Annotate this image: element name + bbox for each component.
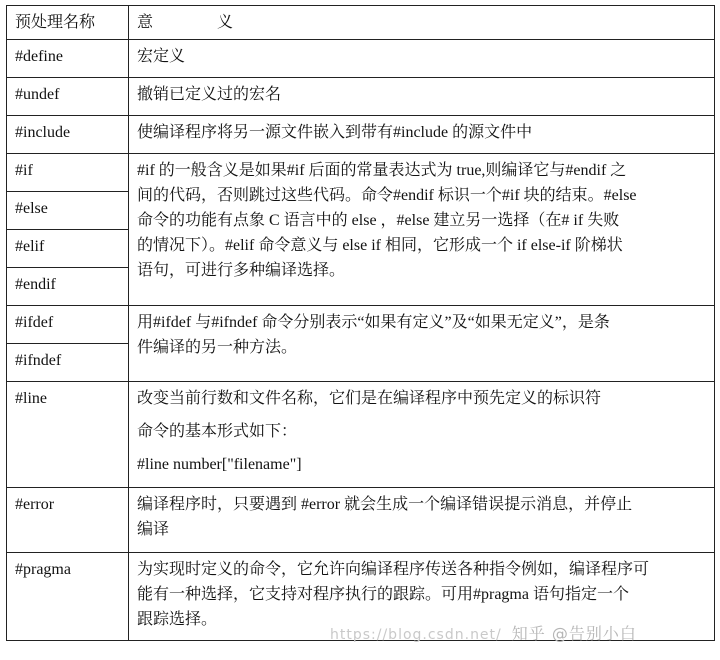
directive-name: #endif [7, 268, 129, 306]
directive-meaning [129, 488, 715, 553]
directive-meaning [129, 154, 715, 306]
meaning-line: 为实现时定义的命令，它允许向编译程序传送各种指令例如，编译程序可 [137, 561, 650, 578]
table-row [7, 382, 715, 488]
table-row [7, 306, 715, 344]
directive-name: #define [7, 40, 129, 78]
directive-meaning [129, 78, 715, 116]
directive-name: #error [7, 488, 129, 553]
meaning-line: 件编译的另一种方法。 [137, 339, 298, 356]
table-row [7, 488, 715, 553]
directive-meaning [129, 306, 715, 382]
meaning-line: 编译程序时，只要遇到 #error 就会生成一个编译错误提示消息，并停止 [137, 496, 633, 513]
directive-name: #ifndef [7, 344, 129, 382]
meaning-line: 宏定义 [137, 48, 186, 65]
directive-meaning [129, 382, 715, 488]
meaning-line: #line number["filename"] [137, 456, 302, 473]
watermark-url: https://blog.csdn.net/ [330, 627, 502, 643]
directive-meaning [129, 116, 715, 154]
meaning-line: 改变当前行数和文件名称，它们是在编译程序中预先定义的标识符 [137, 390, 602, 407]
directive-name: #line [7, 382, 129, 488]
meaning-line: 语句，可进行多种编译选择。 [137, 262, 346, 279]
directive-name: #else [7, 192, 129, 230]
meaning-line: 能有一种选择，它支持对程序执行的跟踪。可用#pragma 语句指定一个 [137, 586, 629, 603]
header-name: 预处理名称 [7, 6, 129, 40]
directive-name: #ifdef [7, 306, 129, 344]
directive-meaning [129, 40, 715, 78]
directive-name: #if [7, 154, 129, 192]
table-header-row [7, 6, 715, 40]
meaning-line: 间的代码，否则跳过这些代码。命令#endif 标识一个#if 块的结束。#else [137, 187, 637, 204]
meaning-line: 跟踪选择。 [137, 611, 218, 628]
meaning-line: 命令的基本形式如下： [137, 423, 298, 440]
table-row [7, 116, 715, 154]
meaning-line: 编译 [137, 521, 170, 538]
watermark [330, 621, 637, 644]
meaning-line: 的情况下）。#elif 命令意义与 else if 相同，它形成一个 if else-if 阶梯状 [137, 237, 623, 254]
meaning-line: 撤销已定义过的宏名 [137, 86, 282, 103]
watermark-label: 知乎 @告别小白 [511, 624, 637, 643]
meaning-line: 命令的功能有点象 C 语言中的 else ，#else 建立另一选择（在# if 失败 [137, 212, 620, 229]
table-row [7, 78, 715, 116]
directive-name: #elif [7, 230, 129, 268]
directive-name: #pragma [7, 553, 129, 641]
directive-name: #undef [7, 78, 129, 116]
directive-name: #include [7, 116, 129, 154]
meaning-line: 用#ifdef 与#ifndef 命令分别表示“如果有定义”及“如果无定义”，是条 [137, 314, 610, 331]
table-row [7, 40, 715, 78]
table-row [7, 154, 715, 192]
header-meaning: 意 义 [129, 6, 715, 40]
meaning-line: #if 的一般含义是如果#if 后面的常量表达式为 true,则编译它与#endif 之 [137, 162, 627, 179]
meaning-line: 使编译程序将另一源文件嵌入到带有#include 的源文件中 [137, 124, 533, 141]
preprocessor-table [6, 5, 715, 641]
